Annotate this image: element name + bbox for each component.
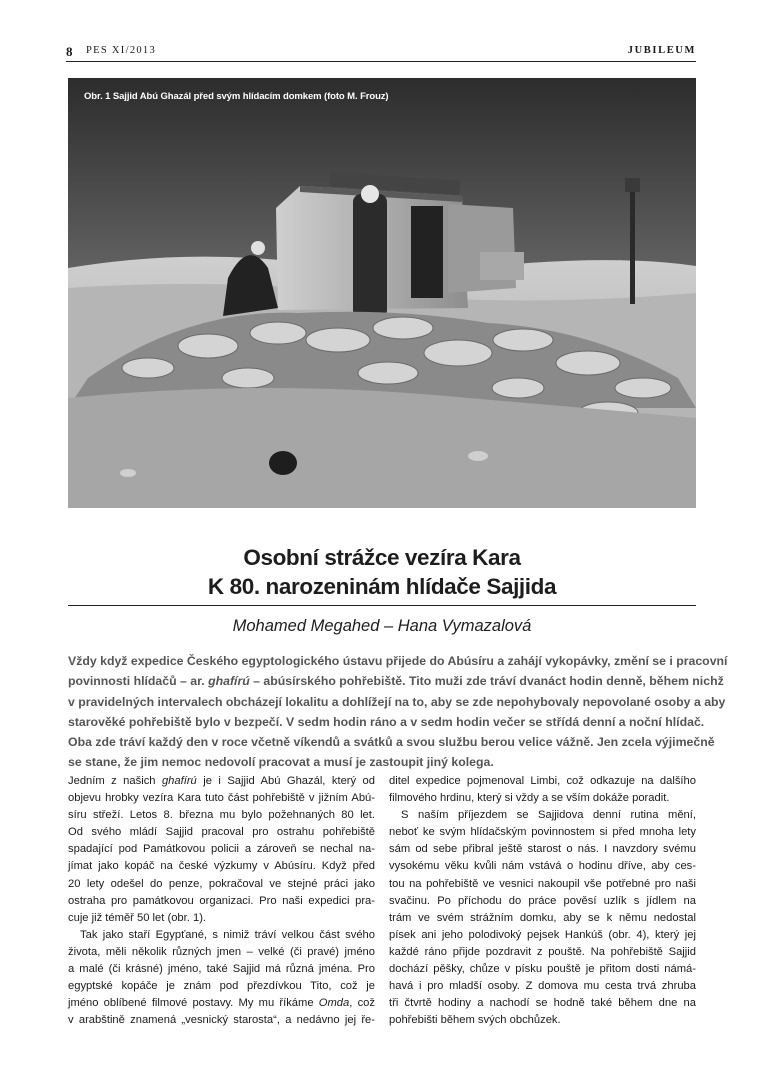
body-line: filmového hrdinu, který si vždy a se vším dokáže poradit. bbox=[389, 792, 670, 805]
body-line: pohřebišti během svých obchůzek. bbox=[389, 1014, 561, 1027]
journal-issue: PES XI/2013 bbox=[86, 45, 157, 56]
body-line: v arabštině znamená „vesnický starosta“, a nedávno jej ře- bbox=[68, 1014, 375, 1027]
body-line: neboť ke svým hlídačským povinnostem si před mnoha lety bbox=[389, 826, 696, 839]
body-line: spadající pod Památkovou policii a zároveň se nechal na- bbox=[68, 843, 375, 856]
lead-line: se stane, že jim nemoc nedovolí pracovat a musí je zastoupit jiný kolega. bbox=[68, 755, 494, 770]
desert-guardhouse-photo bbox=[68, 78, 696, 508]
body-line: 20 lety odešel do penze, pokračoval ve stejné práci jako bbox=[68, 877, 375, 890]
body-text: jméno oblíbené filmové postavy. My mu říkáme bbox=[68, 997, 319, 1010]
body-line: jímat jako kopáč na české výzkumy v Abúsíru. Když před bbox=[68, 860, 375, 873]
header-rule bbox=[66, 61, 696, 62]
body-line: objevu hrobky vezíra Kara tuto část pohřebiště v jižním Abú- bbox=[68, 792, 375, 805]
body-column-left bbox=[68, 773, 375, 1029]
body-column-right bbox=[389, 773, 696, 1029]
body-line: cuje již téměř 50 let (obr. 1). bbox=[68, 911, 207, 924]
body-line bbox=[68, 773, 375, 790]
figure-photo bbox=[68, 78, 696, 508]
page-number: 8 bbox=[66, 44, 73, 59]
body-text: , což bbox=[349, 997, 375, 1010]
lead-line: starověké pohřebiště bylo v bezpečí. V sedm hodin ráno a v sedm hodin večer se střídá denní a noční hlídač. bbox=[68, 714, 705, 729]
body-text: je i Sajjid Abú Ghazál, který od bbox=[196, 775, 375, 787]
body-line: tři čtvrtě hodiny a nachodí se hodně také během dne na bbox=[389, 997, 696, 1010]
body-term: Omda bbox=[318, 997, 350, 1010]
running-header bbox=[66, 40, 696, 62]
body-line: Od svého mládí Sajjid pracoval pro ostrahu pohřebiště bbox=[68, 826, 375, 839]
figure-caption: Obr. 1 Sajjid Abú Ghazál před svým hlídacím domkem (foto M. Frouz) bbox=[84, 91, 389, 102]
body-text: Jedním z našich bbox=[68, 775, 162, 787]
body-line: trám ve svém strážním domku, aby se k němu nedostal bbox=[389, 911, 696, 924]
body-line: tou na pohřebiště ve vesnici nakoupil vše potřebné pro naši bbox=[389, 877, 696, 890]
body-line: ditel expedice pojmenoval Limbi, což odkazuje na dalšího bbox=[389, 775, 696, 787]
body-line: písek ani jeho polodivoký pejsek Hankúš (obr. 4), který jej bbox=[389, 928, 696, 941]
lead-line: v pravidelných intervalech obcházejí lokalitu a dohlížejí na to, aby se zde nepohybovaly nepovolané osoby a aby bbox=[68, 694, 726, 709]
article-authors: Mohamed Megahed – Hana Vymazalová bbox=[232, 617, 532, 635]
body-line: každé ráno přijde pozdravit z pouště. Na pohřebiště Sajjid bbox=[389, 945, 696, 958]
lead-line bbox=[68, 671, 724, 691]
body-line: svačinu. Po příchodu do práce pověsí uzlík s jídlem na bbox=[389, 894, 696, 907]
lead-text: povinnosti hlídačů – ar. bbox=[68, 674, 209, 689]
body-line: a malé (či krásné) jméno, také Sajjid má různá jména. Pro bbox=[68, 963, 375, 976]
body-line: síru střeží. Letos 8. března mu bylo požehnaných 80 let. bbox=[68, 809, 375, 822]
body-line: dochází pěšky, chůze v písku pouště je přitom dosti námá- bbox=[389, 963, 696, 976]
title-rule bbox=[68, 605, 696, 606]
body-line: vysokému věku kvůli nám vstává o hodinu dříve, aby ces- bbox=[389, 860, 696, 873]
body-line: sám od sebe přibral ještě starost o nás. I navzdory svému bbox=[389, 843, 696, 856]
body-line: Tak jako staří Egypťané, s nimiž tráví velkou část svého bbox=[80, 928, 375, 941]
body-line: havá i pro mladší osoby. Z domova mu cesta trvá zhruba bbox=[389, 980, 696, 993]
lead-line: Vždy když expedice Českého egyptologického ústavu přijede do Abúsíru a zahájí vykopávky, změní se i pracovní bbox=[68, 654, 728, 668]
body-line: egyptské kopáče je znám pod přezdívkou Tito, což je bbox=[68, 980, 375, 993]
body-line: S naším příjezdem se Sajjidova denní rutina mění, bbox=[401, 809, 696, 822]
section-name: JUBILEUM bbox=[627, 45, 696, 56]
body-line bbox=[68, 995, 375, 1012]
body-term: ghafírú bbox=[161, 775, 197, 787]
article-title-line1: Osobní strážce vezíra Kara bbox=[243, 545, 521, 570]
lead-text: – abúsírského pohřebiště. Tito muži zde tráví dvanáct hodin denně, během nichž bbox=[249, 674, 724, 689]
lead-line: Oba zde tráví každý den v roce včetně víkendů a svátků a svou službu berou velice vážně. Jen zcela výjimečně bbox=[68, 735, 715, 750]
lead-paragraph bbox=[68, 651, 728, 773]
article-title-line2: K 80. narozeninám hlídače Sajjida bbox=[207, 574, 557, 599]
lead-term: ghafírú bbox=[208, 674, 250, 689]
body-line: ostraha pro památkovou organizaci. Pro naši expedici pra- bbox=[68, 894, 375, 907]
body-line: života, měli několik různých jmen – velké (či pravé) jméno bbox=[68, 945, 375, 958]
